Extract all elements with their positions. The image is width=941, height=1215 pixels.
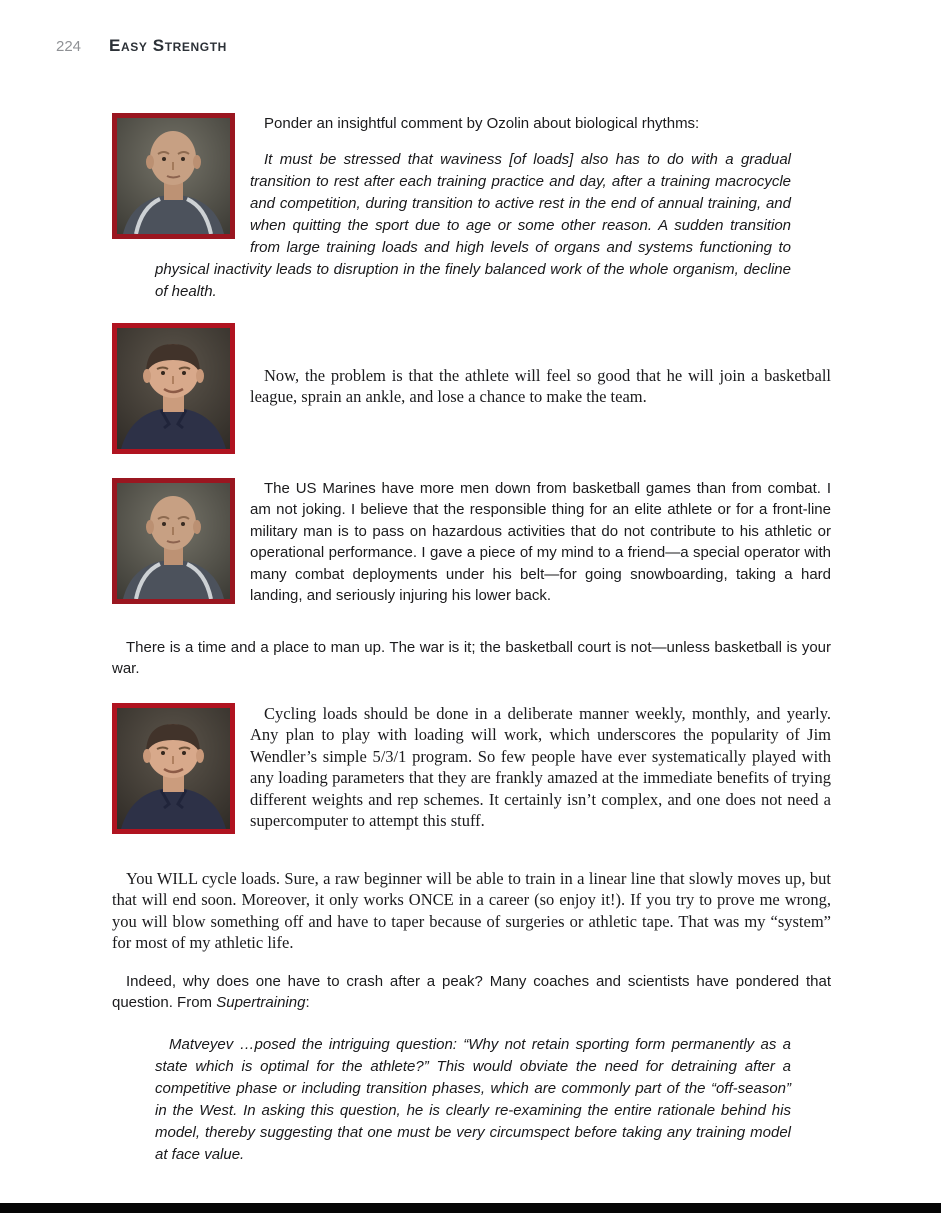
pavel-headshot-illustration [117,483,230,599]
page-bottom-bar [0,1203,941,1213]
paragraph-cycling: Cycling loads should be done in a deliberate manner weekly, monthly, and yearly. Any plan to play with loading will work, which underscores the popularity of Jim Wendler’s simple 5/3/1 program. So few people have ever systematically played with any loading parameters that they are frankly amazed at the immediate benefits of trying different weights and rep schemes. It certainly isn’t complex, and one does not need a supercomputer to attempt this stuff. [250,703,831,830]
author-photo-pavel [112,478,235,604]
supertraining-suffix: : [305,994,310,1011]
page-body [112,113,831,1166]
section-marines [112,478,831,608]
paragraph-man-up: There is a time and a place to man up. The war is it; the basketball court is not—unless basketball is your war. [112,638,831,677]
section-basketball [112,323,831,458]
section-ozolin [112,113,831,303]
section-cycling [112,703,831,838]
running-head [56,36,227,56]
dan-headshot-illustration [117,328,230,449]
blockquote-matveyev: Matveyev …posed the intriguing question: “Why not retain sporting form permanently as a state which is optimal for the athlete?” This would obviate the need for detraining after a competitive phase or including transition phases, which are commonly part of the “off-season” in the West. In asking this question, he is clearly re-examining the entire rationale behind his model, thereby suggesting that one must be very circumspect before taking any training model at face value. [155,1035,791,1163]
paragraph-ozolin-intro: Ponder an insightful comment by Ozolin about biological rhythms: [264,115,700,132]
blockquote-ozolin: It must be stressed that waviness [of loads] also has to do with a gradual transition to rest after each training practice and day, after a training macrocycle and competition, during transition to active rest in the end of annual training, and when quitting the sport due to age or some other reason. A sudden transition from large training loads and high levels of organs and systems functioning to physical inactivity leads to disruption in the finely balanced work of the whole organism, decline of health. [155,150,791,300]
book-title: Easy Strength [109,36,227,55]
dan-headshot-illustration [117,708,230,829]
author-photo-pavel [112,113,235,239]
paragraph-supertraining [112,971,831,1014]
author-photo-dan [112,703,235,834]
paragraph-basketball: Now, the problem is that the athlete will feel so good that he will join a basketball league, sprain an ankle, and lose a chance to make the team. [250,365,831,406]
supertraining-book-title: Supertraining [216,994,306,1011]
supertraining-prefix: Indeed, why does one have to crash after a peak? Many coaches and scientists have pondered that question. From [112,972,831,1011]
page-number: 224 [56,38,82,55]
paragraph-marines: The US Marines have more men down from basketball games than from combat. I am not joking. I believe that the responsible thing for an elite athlete or for a front-line military man is to pass on hazardous activities that do not contribute to his athletic or operational performance. I gave a piece of my mind to a friend—a special operator with many combat deployments under his belt—for going snowboarding, taking a hard landing, and seriously injuring his lower back. [250,479,831,604]
pavel-headshot-illustration [117,118,230,234]
paragraph-will-cycle: You WILL cycle loads. Sure, a raw beginner will be able to train in a linear line that slowly moves up, but that will end soon. Moreover, it only works ONCE in a career (so enjoy it!). If you try to prove me wrong, you will blow something off and have to taper because of surgeries or athletic tape. That was my “system” for most of my athletic life. [112,868,831,952]
author-photo-dan [112,323,235,454]
